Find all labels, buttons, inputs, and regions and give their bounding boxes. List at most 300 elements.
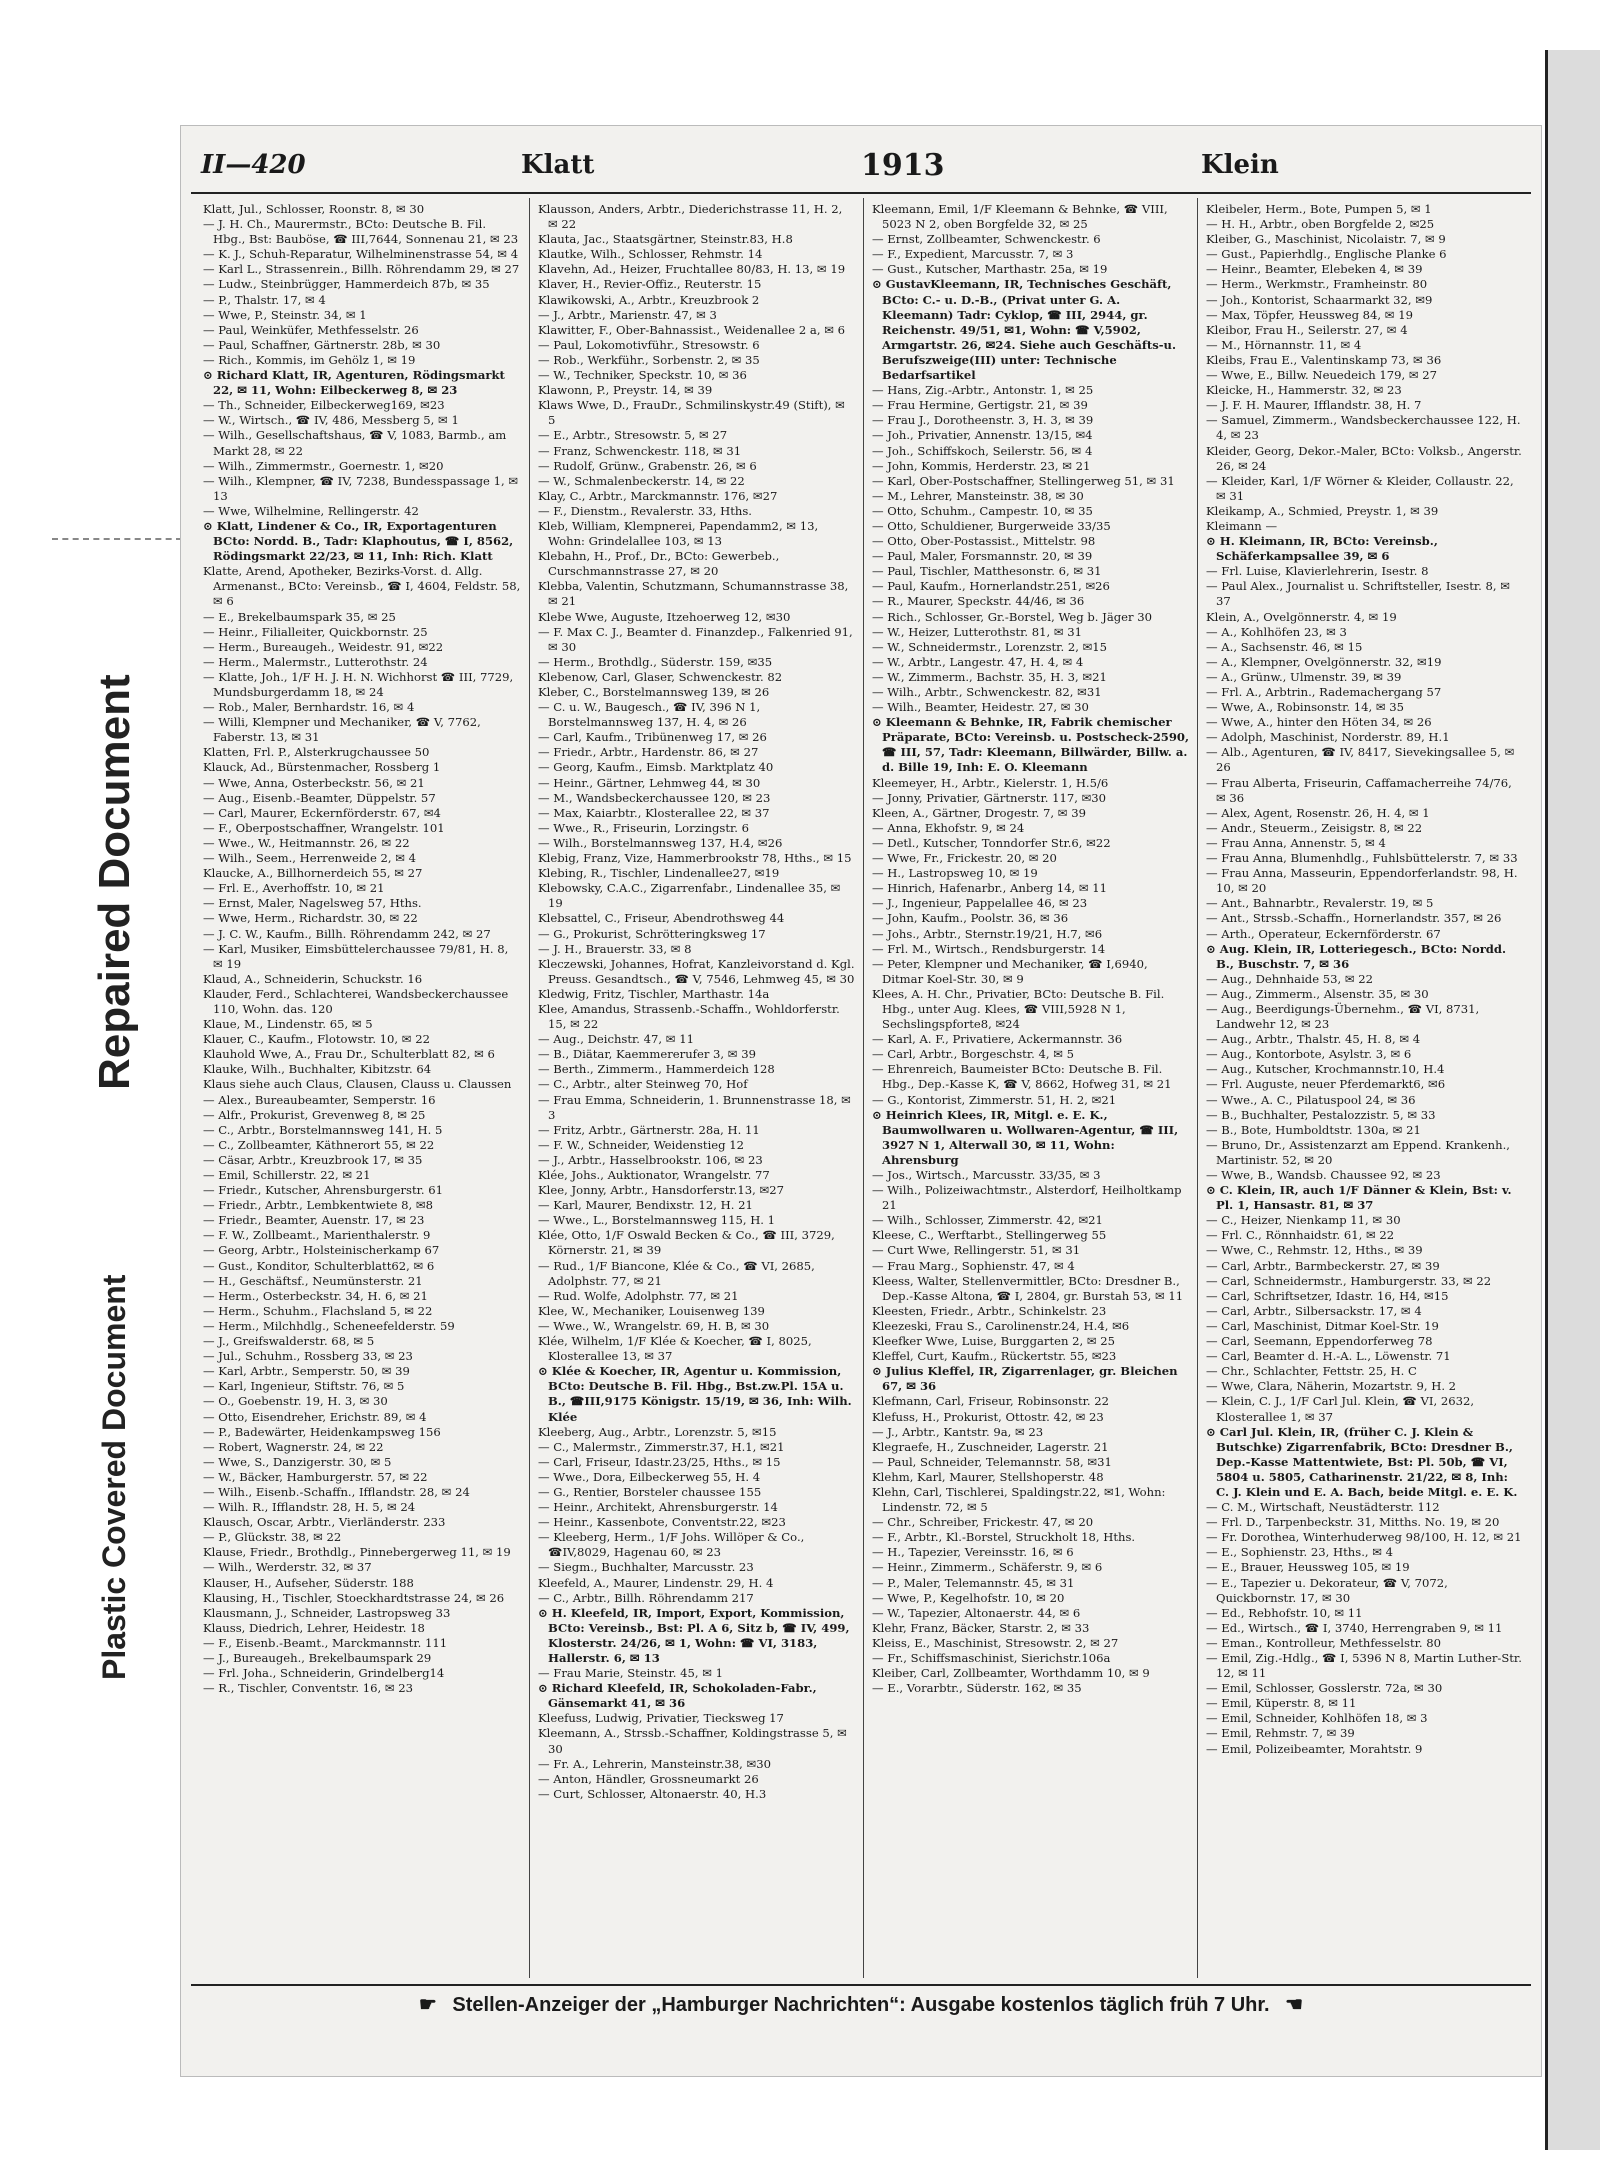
directory-entry: — Heinr., Beamter, Elebeken 4, ✉ 39 xyxy=(1206,262,1423,277)
directory-entry: ⊙ Carl Jul. Klein, IR, (früher C. J. Klein & Butschke) Zigarrenfabrik, BCto: Dresdner B., Dep.-Kasse Mattentwiete, Bst: Pl. 50b, ☎ VI, 5804 u. 5805, Catharinenstr. 21/22, ✉ 8, Inh: C. J. Klein und E. A. Bach, beide Mitgl. e. E. K. xyxy=(1206,1424,1518,1499)
directory-entry: — A., Kohlhöfen 23, ✉ 3 xyxy=(1206,624,1347,639)
directory-entry: — Aug., Zimmerm., Alsenstr. 35, ✉ 30 xyxy=(1206,986,1429,1001)
directory-entry: — Fritz, Arbtr., Gärtnerstr. 28a, H. 11 xyxy=(538,1122,760,1137)
directory-entry: — F. Max C. J., Beamter d. Finanzdep., Falkenried 91, ✉ 30 xyxy=(538,624,853,654)
directory-entry: — J., Bureaugeh., Brekelbaumspark 29 xyxy=(203,1651,432,1665)
directory-entry: — Wwe, Herm., Richardstr. 30, ✉ 22 xyxy=(203,911,418,926)
directory-entry: — Emil, Rehmstr. 7, ✉ 39 xyxy=(1206,1726,1355,1741)
directory-entry: — Arth., Operateur, Eckernförderstr. 67 xyxy=(1206,926,1441,941)
directory-entry: — H., Tapezier, Vereinsstr. 16, ✉ 6 xyxy=(872,1545,1074,1560)
directory-entry: Klée, Johs., Auktionator, Wrangelstr. 77 xyxy=(538,1168,770,1182)
directory-entry: — Otto, Ober-Postassist., Mittelstr. 98 xyxy=(872,534,1096,549)
directory-entry: — Herm., Brothdlg., Süderstr. 159, ✉35 xyxy=(538,654,773,669)
directory-entry: — Carl, Arbtr., Barmbeckerstr. 27, ✉ 39 xyxy=(1206,1258,1440,1273)
directory-entry: Klawonn, P., Preystr. 14, ✉ 39 xyxy=(538,383,713,398)
directory-entry: — Rudolf, Grünw., Grabenstr. 26, ✉ 6 xyxy=(538,458,757,473)
header-year: 1913 xyxy=(861,148,945,183)
repaired-document-label: Repaired Document xyxy=(90,674,139,1090)
directory-entry: — W., Zimmerm., Bachstr. 35, H. 3, ✉21 xyxy=(872,669,1107,684)
directory-entry: Klausch, Oscar, Arbtr., Vierländerstr. 233 xyxy=(203,1515,446,1530)
directory-column-1 xyxy=(195,198,529,1978)
directory-entry: — Kleider, Karl, 1/F Wörner & Kleider, Collaustr. 22, ✉ 31 xyxy=(1206,473,1514,503)
directory-entry: — W., Heizer, Lutterothstr. 81, ✉ 31 xyxy=(872,624,1083,639)
directory-entry: — Heinr., Kassenbote, Conventstr.22, ✉23 xyxy=(538,1515,786,1530)
directory-entry: — Aug., Beerdigungs-Übernehm., ☎ VI, 8731, Landwehr 12, ✉ 23 xyxy=(1206,1001,1480,1032)
directory-entry: — E., Brauer, Heussweg 105, ✉ 19 xyxy=(1206,1560,1410,1575)
directory-entry: — Paul, Schaffner, Gärtnerstr. 28b, ✉ 30 xyxy=(203,337,441,352)
directory-entry: — Klein, C. J., 1/F Carl Jul. Klein, ☎ VI, 2632, Klosterallee 1, ✉ 37 xyxy=(1206,1394,1475,1424)
directory-columns xyxy=(195,198,1531,1978)
directory-entry: — Paul, Kaufm., Hornerlandstr.251, ✉26 xyxy=(872,579,1110,594)
directory-entry: — P., Maler, Telemannstr. 45, ✉ 31 xyxy=(872,1575,1075,1590)
directory-entry: Kleczewski, Johannes, Hofrat, Kanzleivorstand d. Kgl. Preuss. Gesandtsch., ☎ V, 7546, Lehmweg 45, ✉ 30 xyxy=(538,956,855,986)
directory-entry: — Carl, Arbtr., Silbersackstr. 17, ✉ 4 xyxy=(1206,1303,1422,1318)
directory-entry: Kleemann, Emil, 1/F Kleemann & Behnke, ☎ VIII, 5023 N 2, oben Borgfelde 32, ✉ 25 xyxy=(872,202,1168,232)
directory-entry: — Otto, Eisendreher, Erichstr. 89, ✉ 4 xyxy=(203,1409,427,1424)
directory-entry: Kleiber, Carl, Zollbeamter, Worthdamm 10, ✉ 9 xyxy=(872,1666,1150,1681)
directory-entry: — Rich., Kommis, im Gehölz 1, ✉ 19 xyxy=(203,352,416,367)
directory-entry: — Frau Anna, Masseurin, Eppendorferlandstr. 98, H. 10, ✉ 20 xyxy=(1206,866,1518,896)
directory-entry: — Otto, Schuldiener, Burgerweide 33/35 xyxy=(872,518,1111,533)
directory-entry: ⊙ C. Klein, IR, auch 1/F Dänner & Klein, Bst: v. Pl. 1, Hansastr. 81, ✉ 37 xyxy=(1206,1183,1512,1213)
directory-entry: — Frl. Auguste, neuer Pferdemarkt6, ✉6 xyxy=(1206,1077,1446,1092)
directory-entry: — O., Goebenstr. 19, H. 3, ✉ 30 xyxy=(203,1394,388,1409)
directory-entry: Klausson, Anders, Arbtr., Diederichstrasse 11, H. 2, ✉ 22 xyxy=(538,202,843,232)
directory-entry: Klaud, A., Schneiderin, Schuckstr. 16 xyxy=(203,971,423,986)
directory-entry: — Wilh., Seem., Herrenweide 2, ✉ 4 xyxy=(203,851,417,866)
directory-column-4 xyxy=(1197,198,1531,1978)
directory-entry: — Anna, Ekhofstr. 9, ✉ 24 xyxy=(872,820,1025,835)
directory-entry: — Gust., Papierhdlg., Englische Planke 6 xyxy=(1206,247,1447,262)
directory-entry: Klee, Amandus, Strassenb.-Schaffn., Wohldorferstr. 15, ✉ 22 xyxy=(538,1001,840,1032)
directory-entry: — Emil, Schneider, Kohlhöfen 18, ✉ 3 xyxy=(1206,1711,1428,1726)
directory-entry: — Ludw., Steinbrügger, Hammerdeich 87b, ✉ 35 xyxy=(203,277,490,292)
directory-entry: — Paul, Schneider, Telemannstr. 58, ✉31 xyxy=(872,1454,1112,1469)
directory-entry: Kleesten, Friedr., Arbtr., Schinkelstr. 23 xyxy=(872,1303,1107,1318)
directory-entry: ⊙ Klée & Koecher, IR, Agentur u. Kommission, BCto: Deutsche B. Fil. Hbg., Bst.zw.Pl. 15A u. B., ☎III,9175 Königstr. 15/19, ✉ 36, Inh: Wilh. Klée xyxy=(538,1364,852,1424)
directory-entry: — Carl, Maurer, Eckernförderstr. 67, ✉4 xyxy=(203,805,441,820)
directory-entry: — Fr. Dorothea, Winterhuderweg 98/100, H. 12, ✉ 21 xyxy=(1206,1530,1522,1545)
directory-entry: — Joh., Schiffskoch, Seilerstr. 56, ✉ 4 xyxy=(872,443,1093,458)
directory-entry: Kleeberg, Aug., Arbtr., Lorenzstr. 5, ✉15 xyxy=(538,1424,777,1439)
directory-entry: — Herm., Bureaugeh., Weidestr. 91, ✉22 xyxy=(203,639,444,654)
directory-entry: — J. F. H. Maurer, Ifflandstr. 38, H. 7 xyxy=(1206,398,1422,413)
directory-entry: — Wilh., Klempner, ☎ IV, 7238, Bundesspassage 1, ✉ 13 xyxy=(203,473,519,503)
directory-entry: — Emil, Schillerstr. 22, ✉ 21 xyxy=(203,1168,371,1182)
directory-entry: — E., Tapezier u. Dekorateur, ☎ V, 7072, Quickbornstr. 17, ✉ 30 xyxy=(1206,1575,1448,1605)
directory-entry: — Wwe, C., Rehmstr. 12, Hths., ✉ 39 xyxy=(1206,1243,1423,1258)
directory-entry: Kledwig, Fritz, Tischler, Marthastr. 14a xyxy=(538,986,770,1001)
directory-entry: — Adolph, Maschinist, Norderstr. 89, H.1 xyxy=(1206,730,1450,745)
directory-entry: — C., Arbtr., Borstelmannsweg 141, H. 5 xyxy=(203,1122,443,1137)
directory-entry: — Aug., Deichstr. 47, ✉ 11 xyxy=(538,1032,694,1047)
directory-entry: Kleefker Wwe, Luise, Burggarten 2, ✉ 25 xyxy=(872,1334,1116,1349)
directory-entry: — John, Kommis, Herderstr. 23, ✉ 21 xyxy=(872,458,1091,473)
directory-entry: Klatte, Arend, Apotheker, Bezirks-Vorst. d. Allg. Armenanst., BCto: Vereinsb., ☎ I, 4604, Feldstr. 58, ✉ 6 xyxy=(203,564,521,609)
directory-entry: Klavehn, Ad., Heizer, Fruchtallee 80/83, H. 13, ✉ 19 xyxy=(538,262,846,277)
directory-entry: — Samuel, Zimmerm., Wandsbeckerchaussee 122, H. 4, ✉ 23 xyxy=(1206,413,1521,443)
directory-entry: — B., Diätar, Kaemmererufer 3, ✉ 39 xyxy=(538,1047,756,1062)
directory-entry: — R., Tischler, Conventstr. 16, ✉ 23 xyxy=(203,1681,413,1696)
directory-entry: — E., Vorarbtr., Süderstr. 162, ✉ 35 xyxy=(872,1681,1082,1696)
directory-entry: — Frau Hermine, Gertigstr. 21, ✉ 39 xyxy=(872,398,1088,413)
directory-entry: — Chr., Schreiber, Frickestr. 47, ✉ 20 xyxy=(872,1515,1094,1530)
pointing-hand-icon: ☛ xyxy=(418,1994,437,2016)
directory-entry: — Emil, Küperstr. 8, ✉ 11 xyxy=(1206,1696,1357,1711)
directory-entry: — Berth., Zimmerm., Hammerdeich 128 xyxy=(538,1062,775,1077)
directory-entry: — Ant., Bahnarbtr., Revalerstr. 19, ✉ 5 xyxy=(1206,896,1434,911)
directory-entry: — Detl., Kutscher, Tonndorfer Str.6, ✉22 xyxy=(872,835,1111,850)
directory-entry: — Wwe, S., Danzigerstr. 30, ✉ 5 xyxy=(203,1454,392,1469)
directory-entry: Klauke, Wilh., Buchhalter, Kibitzstr. 64 xyxy=(203,1062,432,1077)
directory-entry: — Paul Alex., Journalist u. Schriftsteller, Isestr. 8, ✉ 37 xyxy=(1206,579,1511,609)
directory-entry: — Carl, Seemann, Eppendorferweg 78 xyxy=(1206,1334,1433,1349)
directory-entry: — W., Bäcker, Hamburgerstr. 57, ✉ 22 xyxy=(203,1469,428,1484)
directory-entry: — Gust., Kutscher, Marthastr. 25a, ✉ 19 xyxy=(872,262,1108,277)
directory-entry: — Paul, Maler, Forsmannstr. 20, ✉ 39 xyxy=(872,549,1093,564)
directory-entry: — Rud. Wolfe, Adolphstr. 77, ✉ 21 xyxy=(538,1288,739,1303)
plastic-covered-document-label: Plastic Covered Document xyxy=(96,1274,132,1680)
directory-entry: ⊙ GustavKleemann, IR, Technisches Geschäft, BCto: C.- u. D.-B., (Privat unter G. A. Kleemann) Tadr: Cyklop, ☎ III, 2944, gr. Reichenstr. 49/51, ✉1, Wohn: ☎ V,5902, Armgartstr. 26, ✉24. Siehe auch Geschäfts-u. Berufszweige(III) unter: Technische Bedarfsartikel xyxy=(872,277,1176,383)
directory-entry: Klauss, Diedrich, Lehrer, Heidestr. 18 xyxy=(203,1620,425,1635)
directory-entry: — C. u. W., Baugesch., ☎ IV, 396 N 1, Borstelmannsweg 137, H. 4, ✉ 26 xyxy=(538,700,761,730)
page-footer xyxy=(191,1992,1531,2032)
directory-entry: — Heinr., Architekt, Ahrensburgerstr. 14 xyxy=(538,1500,778,1515)
directory-entry: Klauck, Ad., Bürstenmacher, Rossberg 1 xyxy=(203,760,441,775)
directory-entry: — Alb., Agenturen, ☎ IV, 8417, Sievekingsallee 5, ✉ 26 xyxy=(1206,745,1515,775)
directory-entry: — W., Schmalenbeckerstr. 14, ✉ 22 xyxy=(538,473,745,488)
directory-entry: — F. W., Schneider, Weidenstieg 12 xyxy=(538,1137,745,1152)
directory-entry: — Georg, Kaufm., Eimsb. Marktplatz 40 xyxy=(538,760,774,775)
directory-entry: — C., Malermstr., Zimmerstr.37, H.1, ✉21 xyxy=(538,1439,785,1454)
directory-entry: Kleber, C., Borstelmannsweg 139, ✉ 26 xyxy=(538,685,770,699)
directory-entry: Kleiss, E., Maschinist, Stresowstr. 2, ✉ 27 xyxy=(872,1635,1119,1650)
directory-entry: — Max, Töpfer, Heussweg 84, ✉ 19 xyxy=(1206,307,1413,322)
directory-entry: — C., Heizer, Nienkamp 11, ✉ 30 xyxy=(1206,1213,1401,1228)
directory-entry: Klefmann, Carl, Friseur, Robinsonstr. 22 xyxy=(872,1394,1110,1409)
directory-entry: — Heinr., Filialleiter, Quickbornstr. 25 xyxy=(203,624,428,639)
directory-entry: Klause, Friedr., Brothdlg., Pinnebergerweg 11, ✉ 19 xyxy=(203,1545,511,1560)
directory-entry: — Aug., Eisenb.-Beamter, Düppelstr. 57 xyxy=(203,790,436,805)
directory-entry: — Karl, Ingenieur, Stiftstr. 76, ✉ 5 xyxy=(203,1379,405,1394)
directory-entry: — A., Klempner, Ovelgönnerstr. 32, ✉19 xyxy=(1206,654,1442,669)
directory-entry: — Fr., Schiffsmaschinist, Sierichstr.106a xyxy=(872,1651,1111,1665)
directory-entry: Klée, Otto, 1/F Oswald Becken & Co., ☎ III, 3729, Körnerstr. 21, ✉ 39 xyxy=(538,1228,835,1258)
directory-entry: Klee, W., Mechaniker, Louisenweg 139 xyxy=(538,1303,765,1318)
directory-entry: — Cäsar, Arbtr., Kreuzbrook 17, ✉ 35 xyxy=(203,1152,423,1167)
directory-entry: Klauder, Ferd., Schlachterei, Wandsbeckerchaussee 110, Wohn. das. 120 xyxy=(203,986,509,1016)
directory-entry: — E., Arbtr., Stresowstr. 5, ✉ 27 xyxy=(538,428,728,443)
directory-entry: — Frau Alberta, Friseurin, Caffamacherreihe 74/76, ✉ 36 xyxy=(1206,775,1512,805)
directory-entry: — C. M., Wirtschaft, Neustädterstr. 112 xyxy=(1206,1500,1440,1515)
directory-entry: — Friedr., Arbtr., Hardenstr. 86, ✉ 27 xyxy=(538,745,759,760)
header-left-keyword: Klatt xyxy=(521,150,595,180)
directory-entry: Klebba, Valentin, Schutzmann, Schumannstrasse 38, ✉ 21 xyxy=(538,579,849,609)
directory-entry: — Wilh., Zimmermstr., Goernestr. 1, ✉20 xyxy=(203,458,444,473)
directory-entry: — Herm., Milchhdlg., Scheneefelderstr. 59 xyxy=(203,1318,455,1333)
directory-entry: — Wwe, Clara, Näherin, Mozartstr. 9, H. 2 xyxy=(1206,1379,1457,1394)
directory-entry: — Ernst, Maler, Nagelsweg 57, Hths. xyxy=(203,896,422,911)
directory-entry: — Siegm., Buchhalter, Marcusstr. 23 xyxy=(538,1560,754,1575)
directory-entry: — Wwe, E., Billw. Neuedeich 179, ✉ 27 xyxy=(1206,368,1438,383)
directory-entry: Klauta, Jac., Staatsgärtner, Steinstr.83, H.8 xyxy=(538,232,793,247)
directory-entry: — J. C. W., Kaufm., Billh. Röhrendamm 242, ✉ 27 xyxy=(203,926,491,941)
directory-entry: — Rud., 1/F Biancone, Klée & Co., ☎ VI, 2685, Adolphstr. 77, ✉ 21 xyxy=(538,1258,815,1288)
directory-entry: — H., Geschäftsf., Neumünsterstr. 21 xyxy=(203,1273,423,1288)
directory-entry: — Alex., Bureaubeamter, Semperstr. 16 xyxy=(203,1092,436,1107)
directory-entry: Kleiber, G., Maschinist, Nicolaistr. 7, ✉ 9 xyxy=(1206,232,1446,247)
directory-entry: — Wilh., Polizeiwachtmstr., Alsterdorf, Heilholtkamp 21 xyxy=(872,1183,1182,1213)
directory-entry: Klebing, R., Tischler, Lindenallee27, ✉19 xyxy=(538,866,780,881)
page-header xyxy=(201,144,1531,184)
directory-entry: Klawikowski, A., Arbtr., Kreuzbrook 2 xyxy=(538,292,760,307)
directory-entry: Klausing, H., Tischler, Stoeckhardtstrasse 24, ✉ 26 xyxy=(203,1590,505,1605)
directory-entry: — C., Arbtr., alter Steinweg 70, Hof xyxy=(538,1077,748,1092)
directory-entry: — E., Sophienstr. 23, Hths., ✉ 4 xyxy=(1206,1545,1394,1560)
directory-entry: Klaucke, A., Billhornerdeich 55, ✉ 27 xyxy=(203,866,423,881)
directory-entry: — Ed., Wirtsch., ☎ I, 3740, Herrengraben 9, ✉ 11 xyxy=(1206,1620,1503,1635)
directory-entry: — W., Arbtr., Langestr. 47, H. 4, ✉ 4 xyxy=(872,654,1084,669)
directory-entry: Klebahn, H., Prof., Dr., BCto: Gewerbeb., Curschmannstrasse 27, ✉ 20 xyxy=(538,549,780,579)
directory-entry: Kleffel, Curt, Kaufm., Rückertstr. 55, ✉23 xyxy=(872,1349,1117,1364)
directory-entry: — A., Grünw., Ulmenstr. 39, ✉ 39 xyxy=(1206,669,1402,684)
directory-entry: — Hans, Zig.-Arbtr., Antonstr. 1, ✉ 25 xyxy=(872,383,1094,398)
directory-entry: — Andr., Steuerm., Zeisigstr. 8, ✉ 22 xyxy=(1206,820,1423,835)
directory-entry: Kleefuss, Ludwig, Privatier, Tiecksweg 17 xyxy=(538,1711,784,1726)
directory-entry: Kleibeler, Herm., Bote, Pumpen 5, ✉ 1 xyxy=(1206,202,1432,216)
directory-entry: — Alex, Agent, Rosenstr. 26, H. 4, ✉ 1 xyxy=(1206,805,1430,820)
directory-entry: Kleikamp, A., Schmied, Preystr. 1, ✉ 39 xyxy=(1206,503,1439,518)
directory-entry: — Emil, Zig.-Hdlg., ☎ I, 5396 N 8, Martin Luther-Str. 12, ✉ 11 xyxy=(1206,1651,1522,1681)
directory-entry: — K. J., Schuh-Reparatur, Wilhelminenstrasse 54, ✉ 4 xyxy=(203,247,519,262)
directory-entry: — Joh., Privatier, Annenstr. 13/15, ✉4 xyxy=(872,428,1093,443)
directory-entry: — Georg, Arbtr., Holsteinischerkamp 67 xyxy=(203,1243,440,1258)
directory-entry: — Willi, Klempner und Mechaniker, ☎ V, 7762, Faberstr. 13, ✉ 31 xyxy=(203,715,481,745)
directory-entry: Kleefeld, A., Maurer, Lindenstr. 29, H. 4 xyxy=(538,1575,774,1590)
directory-entry: Klay, C., Arbtr., Marckmannstr. 176, ✉27 xyxy=(538,488,778,503)
directory-entry: ⊙ H. Kleefeld, IR, Import, Export, Kommission, BCto: Vereinsb., Bst: Pl. A 6, Sitz b, ☎ IV, 499, Klosterstr. 24/26, ✉ 1, Wohn: ☎ VI, 3183, Hallerstr. 6, ✉ 13 xyxy=(538,1605,850,1665)
directory-entry: Klebenow, Carl, Glaser, Schwenckestr. 82 xyxy=(538,669,783,684)
directory-entry: — Carl, Maschinist, Ditmar Koel-Str. 19 xyxy=(1206,1318,1439,1333)
directory-entry: — Frau Anna, Blumenhdlg., Fuhlsbüttelerstr. 7, ✉ 33 xyxy=(1206,851,1518,866)
directory-entry: Kleimann — xyxy=(1206,518,1278,533)
directory-entry: — Wilh. R., Ifflandstr. 28, H. 5, ✉ 24 xyxy=(203,1500,416,1515)
directory-entry: — Anton, Händler, Grossneumarkt 26 xyxy=(538,1771,759,1786)
directory-entry: — Hinrich, Hafenarbr., Anberg 14, ✉ 11 xyxy=(872,881,1108,896)
directory-entry: Klein, A., Ovelgönnerstr. 4, ✉ 19 xyxy=(1206,609,1397,624)
directory-entry: — Wwe, P., Steinstr. 34, ✉ 1 xyxy=(203,307,367,322)
directory-entry: — Heinr., Gärtner, Lehmweg 44, ✉ 30 xyxy=(538,775,761,790)
directory-entry: — C., Arbtr., Billh. Röhrendamm 217 xyxy=(538,1590,754,1605)
directory-entry: — Herm., Osterbeckstr. 34, H. 6, ✉ 21 xyxy=(203,1288,428,1303)
directory-entry: — Karl, Arbtr., Semperstr. 50, ✉ 39 xyxy=(203,1364,410,1379)
directory-entry: Klatt, Jul., Schlosser, Roonstr. 8, ✉ 30 xyxy=(203,202,425,216)
directory-entry: — F., Dienstm., Revalerstr. 33, Hths. xyxy=(538,503,752,518)
directory-entry: — H., Lastropsweg 10, ✉ 19 xyxy=(872,866,1038,881)
directory-entry: — Th., Schneider, Eilbeckerweg169, ✉23 xyxy=(203,398,445,413)
directory-entry: — Rich., Schlosser, Gr.-Borstel, Weg b. Jäger 30 xyxy=(872,609,1152,624)
directory-entry: — Carl, Beamter d. H.-A. L., Löwenstr. 71 xyxy=(1206,1349,1451,1364)
directory-entry: — Alfr., Prokurist, Grevenweg 8, ✉ 25 xyxy=(203,1107,426,1122)
directory-entry: — C., Zollbeamter, Käthnerort 55, ✉ 22 xyxy=(203,1137,435,1152)
directory-entry: — Carl, Friseur, Idastr.23/25, Hths., ✉ 15 xyxy=(538,1454,781,1469)
directory-entry: Kleibs, Frau E., Valentinskamp 73, ✉ 36 xyxy=(1206,352,1442,367)
directory-entry: — Aug., Kutscher, Krochmannstr.10, H.4 xyxy=(1206,1062,1445,1077)
directory-entry: Klees, A. H. Chr., Privatier, BCto: Deutsche B. Fil. Hbg., unter Aug. Klees, ☎ VIII,5928 N 1, Sechslingspforte8, ✉24 xyxy=(872,986,1165,1032)
directory-entry: — Jonny, Privatier, Gärtnerstr. 117, ✉30 xyxy=(872,790,1107,805)
directory-entry: — Ed., Rebhofstr. 10, ✉ 11 xyxy=(1206,1605,1363,1620)
directory-entry: — Karl, A. F., Privatiere, Ackermannstr. 36 xyxy=(872,1032,1123,1047)
directory-entry: — Carl, Arbtr., Borgeschstr. 4, ✉ 5 xyxy=(872,1047,1075,1062)
directory-entry: Klehn, Carl, Tischlerei, Spaldingstr.22, ✉1, Wohn: Lindenstr. 72, ✉ 5 xyxy=(872,1484,1166,1515)
directory-entry: — Frau Anna, Annenstr. 5, ✉ 4 xyxy=(1206,835,1386,850)
directory-entry: — F., Oberpostschaffner, Wrangelstr. 101 xyxy=(203,820,445,835)
directory-entry: Klauser, H., Aufseher, Süderstr. 188 xyxy=(203,1575,414,1590)
directory-entry: — G., Kontorist, Zimmerstr. 51, H. 2, ✉21 xyxy=(872,1092,1117,1107)
directory-entry: — G., Rentier, Borsteler chaussee 155 xyxy=(538,1484,762,1499)
directory-entry: — Wwe, B., Wandsb. Chaussee 92, ✉ 23 xyxy=(1206,1168,1441,1182)
directory-entry: — W., Schneidermstr., Lorenzstr. 2, ✉15 xyxy=(872,639,1108,654)
directory-entry: — Klatte, Joh., 1/F H. J. H. N. Wichhorst ☎ III, 7729, Mundsburgerdamm 18, ✉ 24 xyxy=(203,669,514,699)
directory-entry: — Wwe., R., Friseurin, Lorzingstr. 6 xyxy=(538,820,750,835)
directory-entry: — R., Maurer, Speckstr. 44/46, ✉ 36 xyxy=(872,594,1085,609)
directory-entry: — F., Expedient, Marcusstr. 7, ✉ 3 xyxy=(872,247,1074,262)
directory-entry: Kleess, Walter, Stellenvermittler, BCto: Dresdner B., Dep.-Kasse Altona, ☎ I, 2804, gr. Burstah 53, ✉ 11 xyxy=(872,1273,1184,1303)
directory-entry: Klebowsky, C.A.C., Zigarrenfabr., Lindenallee 35, ✉ 19 xyxy=(538,881,841,911)
directory-entry: — Curt Wwe, Rellingerstr. 51, ✉ 31 xyxy=(872,1243,1081,1258)
directory-entry: — J. H., Brauerstr. 33, ✉ 8 xyxy=(538,941,692,956)
directory-entry: — J. H. Ch., Maurermstr., BCto: Deutsche B. Fil. Hbg., Bst: Bauböse, ☎ III,7644, Sonnenau 21, ✉ 23 xyxy=(203,217,519,247)
directory-entry: Kleemann, A., Strssb.-Schaffner, Koldingstrasse 5, ✉ 30 xyxy=(538,1726,847,1756)
directory-entry: ⊙ Aug. Klein, IR, Lotteriegesch., BCto: Nordd. B., Buschstr. 7, ✉ 36 xyxy=(1206,941,1507,971)
directory-entry: — Ernst, Zollbeamter, Schwenckestr. 6 xyxy=(872,232,1101,247)
directory-entry: — Jos., Wirtsch., Marcusstr. 33/35, ✉ 3 xyxy=(872,1168,1101,1182)
directory-entry: Klebig, Franz, Vize, Hammerbrookstr 78, Hths., ✉ 15 xyxy=(538,851,852,866)
directory-entry: — M., Wandsbeckerchaussee 120, ✉ 23 xyxy=(538,790,771,805)
header-right-keyword: Klein xyxy=(1201,150,1279,180)
directory-entry: — Johs., Arbtr., Sternstr.19/21, H.7, ✉6 xyxy=(872,926,1103,941)
directory-entry: — Wilh., Arbtr., Schwenckestr. 82, ✉31 xyxy=(872,685,1102,699)
directory-entry: — Robert, Wagnerstr. 24, ✉ 22 xyxy=(203,1439,384,1454)
directory-entry: — J., Arbtr., Marienstr. 47, ✉ 3 xyxy=(538,307,717,322)
header-rule xyxy=(191,192,1531,194)
directory-entry: — Frau Marie, Steinstr. 45, ✉ 1 xyxy=(538,1666,723,1681)
directory-entry: — Frl. A., Arbtrin., Rademachergang 57 xyxy=(1206,685,1442,699)
directory-entry: Klehr, Franz, Bäcker, Starstr. 2, ✉ 33 xyxy=(872,1620,1090,1635)
directory-entry: — Wwe, A., Robinsonstr. 14, ✉ 35 xyxy=(1206,700,1405,715)
directory-entry: — J., Arbtr., Hasselbrookstr. 106, ✉ 23 xyxy=(538,1152,763,1167)
directory-entry: — Heinr., Zimmerm., Schäferstr. 9, ✉ 6 xyxy=(872,1560,1103,1575)
directory-entry: — Wilh., Borstelmannsweg 137, H.4, ✉26 xyxy=(538,835,783,850)
directory-entry: ⊙ Klatt, Lindener & Co., IR, Exportagenturen BCto: Nordd. B., Tadr: Klaphoutus, ☎ I, 8562, Rödingsmarkt 22/23, ✉ 11, Inh: Rich. Klatt xyxy=(203,518,514,564)
directory-entry: — P., Thalstr. 17, ✉ 4 xyxy=(203,292,326,307)
directory-entry: — Fr. A., Lehrerin, Mansteinstr.38, ✉30 xyxy=(538,1756,771,1771)
directory-entry: Kleb, William, Klempnerei, Papendamm2, ✉ 13, Wohn: Grindelallee 103, ✉ 13 xyxy=(538,518,819,549)
directory-entry: — Chr., Schlachter, Fettstr. 25, H. C xyxy=(1206,1364,1417,1379)
directory-entry: — Franz, Schwenckestr. 118, ✉ 31 xyxy=(538,443,742,458)
directory-entry: — Emil, Polizeibeamter, Morahtstr. 9 xyxy=(1206,1741,1423,1756)
directory-entry: — Wilh., Beamter, Heidestr. 27, ✉ 30 xyxy=(872,700,1089,715)
directory-entry: — Aug., Arbtr., Thalstr. 45, H. 8, ✉ 4 xyxy=(1206,1032,1421,1047)
directory-entry: — F. W., Zollbeamt., Marienthalerstr. 9 xyxy=(203,1228,431,1243)
directory-entry: — A., Sachsenstr. 46, ✉ 15 xyxy=(1206,639,1363,654)
scan-edge-strip xyxy=(1545,50,1600,2150)
directory-entry: Klefuss, H., Prokurist, Ottostr. 42, ✉ 23 xyxy=(872,1409,1104,1424)
directory-entry: — Rob., Maler, Bernhardstr. 16, ✉ 4 xyxy=(203,700,415,715)
directory-entry: Klebsattel, C., Friseur, Abendrothsweg 44 xyxy=(538,911,785,926)
directory-entry: — Frau Emma, Schneiderin, 1. Brunnenstrasse 18, ✉ 3 xyxy=(538,1092,851,1122)
directory-entry: ⊙ Richard Kleefeld, IR, Schokoladen-Fabr., Gänsemarkt 41, ✉ 36 xyxy=(538,1681,817,1711)
directory-entry: Kleicke, H., Hammerstr. 32, ✉ 23 xyxy=(1206,383,1402,398)
directory-entry: — Herm., Schuhm., Flachsland 5, ✉ 22 xyxy=(203,1303,433,1318)
directory-entry: — H. H., Arbtr., oben Borgfelde 2, ✉25 xyxy=(1206,217,1435,232)
directory-entry: — Frl. C., Rönnhaidstr. 61, ✉ 22 xyxy=(1206,1228,1395,1243)
directory-entry: — Otto, Schuhm., Campestr. 10, ✉ 35 xyxy=(872,503,1093,518)
directory-entry: Kleen, A., Gärtner, Drogestr. 7, ✉ 39 xyxy=(872,805,1086,820)
directory-entry: — M., Lehrer, Mansteinstr. 38, ✉ 30 xyxy=(872,488,1084,503)
directory-entry: — W., Techniker, Speckstr. 10, ✉ 36 xyxy=(538,368,747,383)
directory-entry: — J., Ingenieur, Pappelallee 46, ✉ 23 xyxy=(872,896,1088,911)
directory-entry: — Karl L., Strassenrein., Billh. Röhrendamm 29, ✉ 27 xyxy=(203,262,520,277)
directory-entry: — Karl, Maurer, Bendixstr. 12, H. 21 xyxy=(538,1198,753,1213)
directory-entry: — J., Greifswalderstr. 68, ✉ 5 xyxy=(203,1334,375,1349)
directory-entry: — P., Badewärter, Heidenkampsweg 156 xyxy=(203,1424,441,1439)
directory-column-3 xyxy=(863,198,1197,1978)
directory-entry: Klauhold Wwe, A., Frau Dr., Schulterblatt 82, ✉ 6 xyxy=(203,1047,495,1062)
directory-entry: — M., Hörnannstr. 11, ✉ 4 xyxy=(1206,337,1362,352)
directory-entry: — Wilh., Werderstr. 32, ✉ 37 xyxy=(203,1560,372,1575)
directory-entry: — Kleeberg, Herm., 1/F Johs. Willöper & Co., ☎IV,8029, Hagenau 60, ✉ 23 xyxy=(538,1530,805,1560)
directory-entry: Kleibor, Frau H., Seilerstr. 27, ✉ 4 xyxy=(1206,322,1408,337)
directory-entry: — Gust., Konditor, Schulterblatt62, ✉ 6 xyxy=(203,1258,435,1273)
directory-entry: Klée, Wilhelm, 1/F Klée & Koecher, ☎ I, 8025, Klosterallee 13, ✉ 37 xyxy=(538,1334,812,1364)
directory-entry: Klawitter, F., Ober-Bahnassist., Weidenallee 2 a, ✉ 6 xyxy=(538,322,845,337)
directory-entry: — Wwe., W., Wrangelstr. 69, H. B, ✉ 30 xyxy=(538,1318,770,1333)
directory-entry: — Paul, Weinküfer, Methfesselstr. 26 xyxy=(203,322,419,337)
directory-entry: — Wwe., A. C., Pilatuspool 24, ✉ 36 xyxy=(1206,1092,1416,1107)
directory-entry: — Wilh., Schlosser, Zimmerstr. 42, ✉21 xyxy=(872,1213,1103,1228)
directory-entry: — Carl, Schneidermstr., Hamburgerstr. 33, ✉ 22 xyxy=(1206,1273,1492,1288)
directory-entry: Klaus siehe auch Claus, Clausen, Clauss u. Claussen xyxy=(203,1077,512,1092)
directory-entry: Klaver, H., Revier-Offiz., Reuterstr. 15 xyxy=(538,277,762,292)
footer-advert: Stellen-Anzeiger der „Hamburger Nachrichten“: Ausgabe kostenlos täglich früh 7 Uhr. xyxy=(452,1994,1270,2016)
directory-entry: Klauer, C., Kaufm., Flotowstr. 10, ✉ 22 xyxy=(203,1032,430,1047)
directory-entry: — Curt, Schlosser, Altonaerstr. 40, H.3 xyxy=(538,1786,767,1801)
directory-entry: Klausmann, J., Schneider, Lastropsweg 33 xyxy=(203,1605,451,1620)
directory-entry: — Ehrenreich, Baumeister BCto: Deutsche B. Fil. Hbg., Dep.-Kasse K, ☎ V, 8662, Hofweg 31, ✉ 21 xyxy=(872,1062,1172,1092)
directory-entry: — B., Bote, Humboldtstr. 130a, ✉ 21 xyxy=(1206,1122,1421,1137)
directory-entry: — G., Prokurist, Schrötteringksweg 17 xyxy=(538,926,766,941)
directory-entry: — Carl, Kaufm., Tribünenweg 17, ✉ 26 xyxy=(538,730,767,745)
directory-column-2 xyxy=(529,198,863,1978)
directory-entry: — Frl. M., Wirtsch., Rendsburgerstr. 14 xyxy=(872,941,1106,956)
directory-entry: — Wwe, Wilhelmine, Rellingerstr. 42 xyxy=(203,503,419,518)
directory-entry: — J., Arbtr., Kantstr. 9a, ✉ 23 xyxy=(872,1424,1044,1439)
directory-entry: Klee, Jonny, Arbtr., Hansdorferstr.13, ✉27 xyxy=(538,1183,784,1198)
directory-entry: Klatten, Frl. P., Alsterkrugchaussee 50 xyxy=(203,745,430,760)
directory-entry: — Frl. E., Averhoffstr. 10, ✉ 21 xyxy=(203,881,385,896)
directory-entry: — F., Eisenb.-Beamt., Marckmannstr. 111 xyxy=(203,1635,448,1650)
directory-entry: Klaws Wwe, D., FrauDr., Schmilinskystr.49 (Stift), ✉ 5 xyxy=(538,398,845,428)
directory-entry: — Paul, Tischler, Matthesonstr. 6, ✉ 31 xyxy=(872,564,1102,579)
directory-entry: — Emil, Schlosser, Gosslerstr. 72a, ✉ 30 xyxy=(1206,1681,1443,1696)
directory-entry: — Paul, Lokomotivführ., Stresowstr. 6 xyxy=(538,337,760,352)
directory-entry: — B., Buchhalter, Pestalozzistr. 5, ✉ 33 xyxy=(1206,1107,1436,1122)
directory-entry: — Herm., Werkmstr., Framheinstr. 80 xyxy=(1206,277,1428,292)
directory-entry: — F., Arbtr., Kl.-Borstel, Struckholt 18, Hths. xyxy=(872,1530,1136,1545)
directory-entry: — Wwe, A., hinter den Höten 34, ✉ 26 xyxy=(1206,715,1432,730)
pointing-hand-icon: ☚ xyxy=(1285,1994,1304,2016)
